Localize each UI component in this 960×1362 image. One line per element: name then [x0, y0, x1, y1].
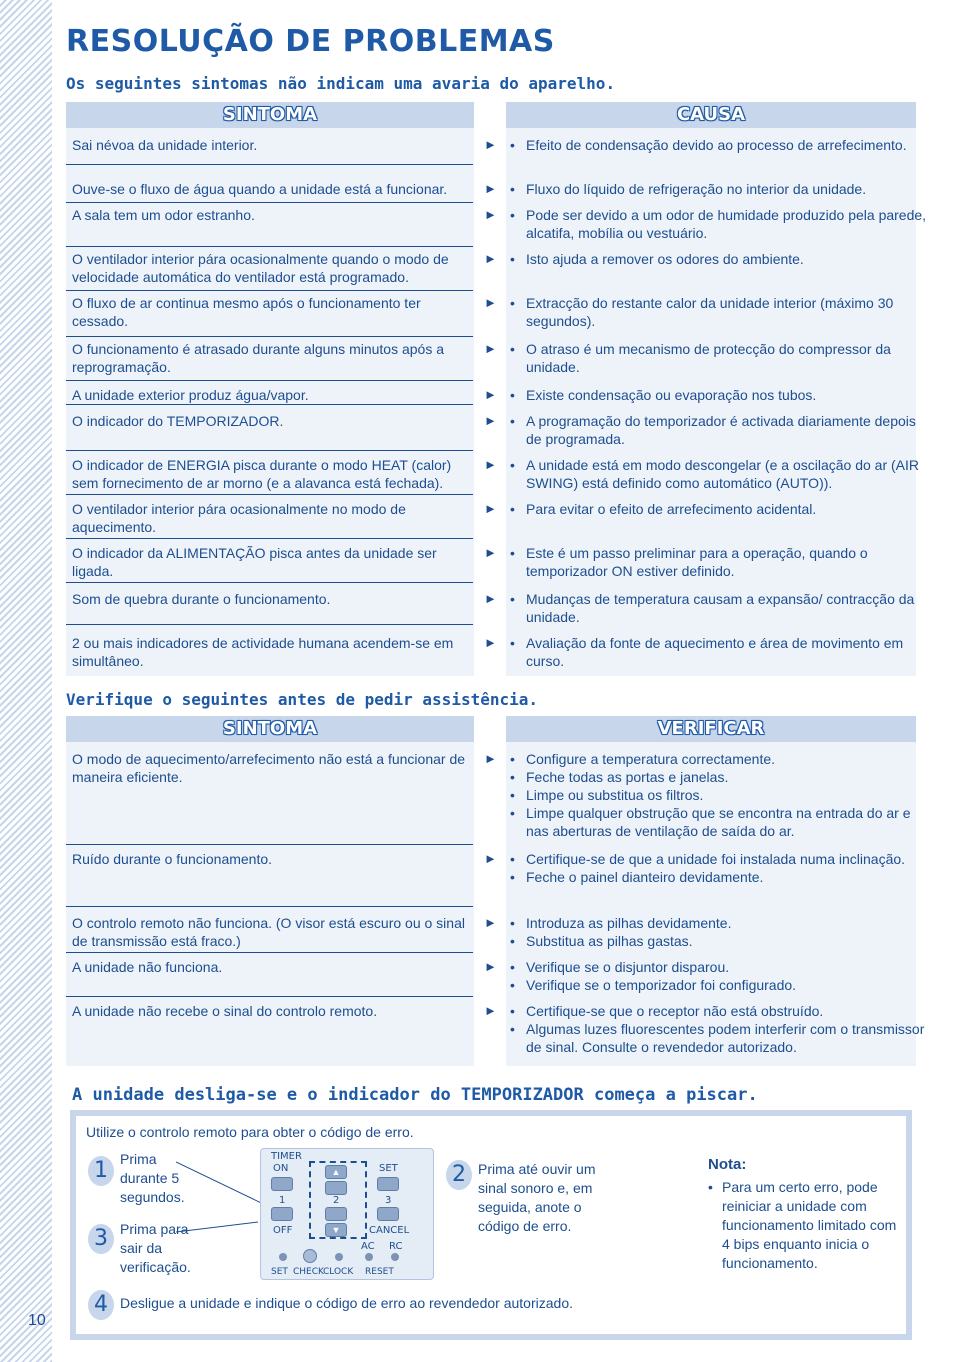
note-title: Nota:: [708, 1156, 747, 1173]
arrow-right-icon: ►: [484, 413, 497, 428]
row-divider: [66, 844, 473, 845]
remote-ac-dot: [365, 1253, 373, 1261]
remote-control-illustration: [260, 1148, 434, 1280]
step-4-number: 4: [88, 1290, 114, 1320]
remote-cancel-button: [377, 1207, 399, 1221]
remote-label-set-bottom: SET: [271, 1267, 288, 1277]
section-title-check: Verifique o seguintes antes de pedir assistência.: [66, 690, 539, 709]
col-header-verificar: VERIFICAR: [506, 716, 916, 742]
symptom-causa-list: [510, 250, 930, 268]
symptom-symptom: O ventilador interior pára ocasionalmente no modo de aquecimento.: [72, 501, 406, 535]
arrow-right-icon: ►: [484, 387, 497, 402]
remote-rc-dot: [391, 1253, 399, 1261]
check-table: [66, 744, 925, 1066]
check-verificar-item: • Feche o painel dianteiro devidamente.: [510, 868, 930, 886]
symptom-causa-item: • Este é um passo preliminar para a operação, quando o temporizador ON estiver definido.: [510, 544, 930, 580]
check-verificar-item: • Algumas luzes fluorescentes podem interferir com o transmissor de sinal. Consulte o revendedor autorizado.: [510, 1020, 930, 1056]
remote-set-button: [377, 1177, 399, 1191]
symptom-symptom: Sai névoa da unidade interior.: [72, 137, 258, 153]
check-verificar-list: [510, 750, 930, 840]
remote-label-1: 1: [279, 1195, 286, 1206]
check-verificar-item: • Verifique se o disjuntor disparou.: [510, 958, 930, 976]
row-divider: [66, 906, 473, 907]
check-verificar-item: • Introduza as pilhas devidamente.: [510, 914, 930, 932]
remote-label-set: SET: [379, 1163, 398, 1174]
remote-label-cancel: CANCEL: [369, 1225, 410, 1236]
symptom-causa-list: [510, 136, 930, 154]
symptom-causa-item: • O atraso é um mecanismo de protecção do compressor da unidade.: [510, 340, 930, 376]
arrow-right-icon: ►: [484, 635, 497, 650]
symptom-causa-list: [510, 340, 930, 376]
check-symptom: O modo de aquecimento/arrefecimento não está a funcionar de maneira eficiente.: [72, 751, 466, 785]
arrow-right-icon: ►: [484, 501, 497, 516]
remote-label-3: 3: [385, 1195, 392, 1206]
check-symptom: O controlo remoto não funciona. (O visor está escuro ou o sinal de transmissão está fraco.): [72, 915, 465, 949]
row-divider: [66, 494, 473, 495]
remote-label-clock: CLOCK: [323, 1267, 354, 1277]
step-4-text: Desligue a unidade e indique o código de erro ao revendedor autorizado.: [120, 1295, 573, 1311]
remote-label-2: 2: [333, 1195, 340, 1206]
symptom-symptom: A unidade exterior produz água/vapor.: [72, 387, 309, 403]
remote-down-button: ▼: [325, 1223, 347, 1237]
symptom-causa-list: [510, 412, 930, 448]
remote-check-button: [303, 1249, 317, 1263]
remote-label-reset: RESET: [365, 1267, 394, 1277]
symptom-symptom: O indicador de ENERGIA pisca durante o modo HEAT (calor) sem fornecimento de ar morno (e a alavanca está fechada).: [72, 457, 452, 491]
row-divider: [66, 952, 473, 953]
symptom-causa-list: [510, 634, 930, 670]
row-divider: [66, 290, 473, 291]
arrow-right-icon: ►: [484, 915, 497, 930]
arrow-right-icon: ►: [484, 207, 497, 222]
check-verificar-list: [510, 1002, 930, 1056]
row-divider: [66, 450, 473, 451]
check-verificar-item: • Substitua as pilhas gastas.: [510, 932, 930, 950]
remote-middle-button-2: [325, 1207, 347, 1221]
symptom-causa-list: [510, 456, 930, 492]
remote-label-rc: RC: [389, 1241, 403, 1252]
symptom-cause-table: [66, 130, 927, 676]
symptom-causa-item: • Mudanças de temperatura causam a expansão/ contracção da unidade.: [510, 590, 930, 626]
row-divider: [66, 246, 473, 247]
row-divider: [66, 538, 473, 539]
arrow-right-icon: ►: [484, 295, 497, 310]
arrow-right-icon: ►: [484, 181, 497, 196]
symptom-causa-list: [510, 590, 930, 626]
step-2-text: Prima até ouvir um sinal sonoro e, em seguida, anote o código de erro.: [478, 1161, 596, 1234]
symptom-symptom: O indicador da ALIMENTAÇÃO pisca antes da unidade ser ligada.: [72, 545, 437, 579]
check-verificar-item: • Verifique se o temporizador foi configurado.: [510, 976, 930, 994]
row-divider: [66, 380, 473, 381]
check-verificar-item: • Limpe qualquer obstrução que se encontra na entrada do ar e nas aberturas de ventilação de saída do ar.: [510, 804, 930, 840]
symptom-causa-item: • Existe condensação ou evaporação nos tubos.: [510, 386, 930, 404]
arrow-right-icon: ►: [484, 251, 497, 266]
remote-label-ac: AC: [361, 1241, 375, 1252]
symptom-symptom: O funcionamento é atrasado durante alguns minutos após a reprogramação.: [72, 341, 445, 375]
arrow-right-icon: ►: [484, 591, 497, 606]
check-symptom: A unidade não funciona.: [72, 959, 223, 975]
symptom-causa-item: • Para evitar o efeito de arrefecimento acidental.: [510, 500, 930, 518]
symptom-causa-item: • Pode ser devido a um odor de humidade produzido pela parede, alcatifa, mobília ou vestuário.: [510, 206, 930, 242]
symptom-symptom: A sala tem um odor estranho.: [72, 207, 255, 223]
step-3-number: 3: [88, 1224, 114, 1254]
step-1-number: 1: [88, 1156, 114, 1186]
symptom-causa-item: • Extracção do restante calor da unidade interior (máximo 30 segundos).: [510, 294, 930, 330]
symptom-causa-item: • Efeito de condensação devido ao processo de arrefecimento.: [510, 136, 930, 154]
note-text: [708, 1178, 904, 1273]
symptom-causa-list: [510, 544, 930, 580]
arrow-right-icon: ►: [484, 137, 497, 152]
symptom-causa-list: [510, 206, 930, 242]
symptom-symptom: Som de quebra durante o funcionamento.: [72, 591, 331, 607]
check-verificar-list: [510, 958, 930, 994]
error-intro-text: Utilize o controlo remoto para obter o código de erro.: [86, 1124, 414, 1140]
col-header-sintoma: SINTOMA: [66, 102, 474, 128]
remote-middle-button-1: [325, 1181, 347, 1195]
symptom-causa-list: [510, 500, 930, 518]
symptom-symptom: 2 ou mais indicadores de actividade humana acendem-se em simultâneo.: [72, 635, 454, 669]
symptom-causa-item: • A programação do temporizador é activada diariamente depois de programada.: [510, 412, 930, 448]
symptom-symptom: O indicador do TEMPORIZADOR.: [72, 413, 284, 429]
symptom-causa-item: • Fluxo do líquido de refrigeração no interior da unidade.: [510, 180, 930, 198]
arrow-right-icon: ►: [484, 1003, 497, 1018]
row-divider: [66, 582, 473, 583]
arrow-right-icon: ►: [484, 751, 497, 766]
arrow-right-icon: ►: [484, 457, 497, 472]
symptom-symptom: Ouve-se o fluxo de água quando a unidade está a funcionar.: [72, 181, 448, 197]
remote-label-timer: TIMER: [271, 1151, 302, 1162]
check-symptom: A unidade não recebe o sinal do controlo remoto.: [72, 1003, 378, 1019]
error-code-box: [70, 1110, 912, 1340]
row-divider: [66, 336, 473, 337]
symptom-causa-list: [510, 294, 930, 330]
symptom-causa-item: • Avaliação da fonte de aquecimento e área de movimento em curso.: [510, 634, 930, 670]
check-verificar-list: [510, 850, 930, 886]
symptom-causa-list: [510, 386, 930, 404]
page-number: 10: [28, 1312, 46, 1329]
symptom-symptom: O fluxo de ar continua mesmo após o funcionamento ter cessado.: [72, 295, 421, 329]
symptom-causa-item: • A unidade está em modo descongelar (e a oscilação do ar (AIR SWING) está definido como automático (AUTO)).: [510, 456, 930, 492]
step-3-text: Prima para sair da verificação.: [120, 1221, 191, 1275]
check-verificar-item: • Limpe ou substitua os filtros.: [510, 786, 930, 804]
row-divider: [66, 996, 473, 997]
check-verificar-list: [510, 914, 930, 950]
arrow-right-icon: ►: [484, 341, 497, 356]
col-header-causa: CAUSA: [506, 102, 916, 128]
remote-clock-dot: [335, 1253, 343, 1261]
check-verificar-item: • Configure a temperatura correctamente.: [510, 750, 930, 768]
remote-on-button: [271, 1177, 293, 1191]
symptom-causa-item: • Isto ajuda a remover os odores do ambiente.: [510, 250, 930, 268]
col-header-sintoma-2: SINTOMA: [66, 716, 474, 742]
symptom-symptom: O ventilador interior pára ocasionalmente quando o modo de velocidade automática do ventilador está programado.: [72, 251, 449, 285]
row-divider: [66, 202, 473, 203]
check-verificar-item: • Certifique-se que o receptor não está obstruído.: [510, 1002, 930, 1020]
remote-label-on: ON: [273, 1163, 289, 1174]
row-divider: [66, 164, 473, 165]
section-title-error: A unidade desliga-se e o indicador do TEMPORIZADOR começa a piscar.: [72, 1085, 758, 1105]
check-symptom: Ruído durante o funcionamento.: [72, 851, 273, 867]
step-1-text: Prima durante 5 segundos.: [120, 1151, 185, 1205]
check-verificar-item: • Certifique-se de que a unidade foi instalada numa inclinação.: [510, 850, 930, 868]
arrow-right-icon: ►: [484, 545, 497, 560]
arrow-right-icon: ►: [484, 959, 497, 974]
decorative-stripes: [0, 0, 52, 1362]
remote-off-button: [271, 1207, 293, 1221]
symptom-causa-list: [510, 180, 930, 198]
remote-up-button: ▲: [325, 1165, 347, 1179]
remote-set-dot: [279, 1253, 287, 1261]
remote-label-off: OFF: [273, 1225, 293, 1236]
step-2-number: 2: [446, 1160, 472, 1190]
check-verificar-item: • Feche todas as portas e janelas.: [510, 768, 930, 786]
row-divider: [66, 624, 473, 625]
note-bullet: • Para um certo erro, pode reiniciar a unidade com funcionamento limitado com 4 bips enquanto inicia o funcionamento.: [708, 1178, 904, 1273]
arrow-right-icon: ►: [484, 851, 497, 866]
page-title: RESOLUÇÃO DE PROBLEMAS: [66, 24, 555, 59]
page-subtitle: Os seguintes sintomas não indicam uma avaria do aparelho.: [66, 74, 616, 93]
remote-label-check: CHECK: [293, 1267, 324, 1277]
row-divider: [66, 404, 473, 405]
